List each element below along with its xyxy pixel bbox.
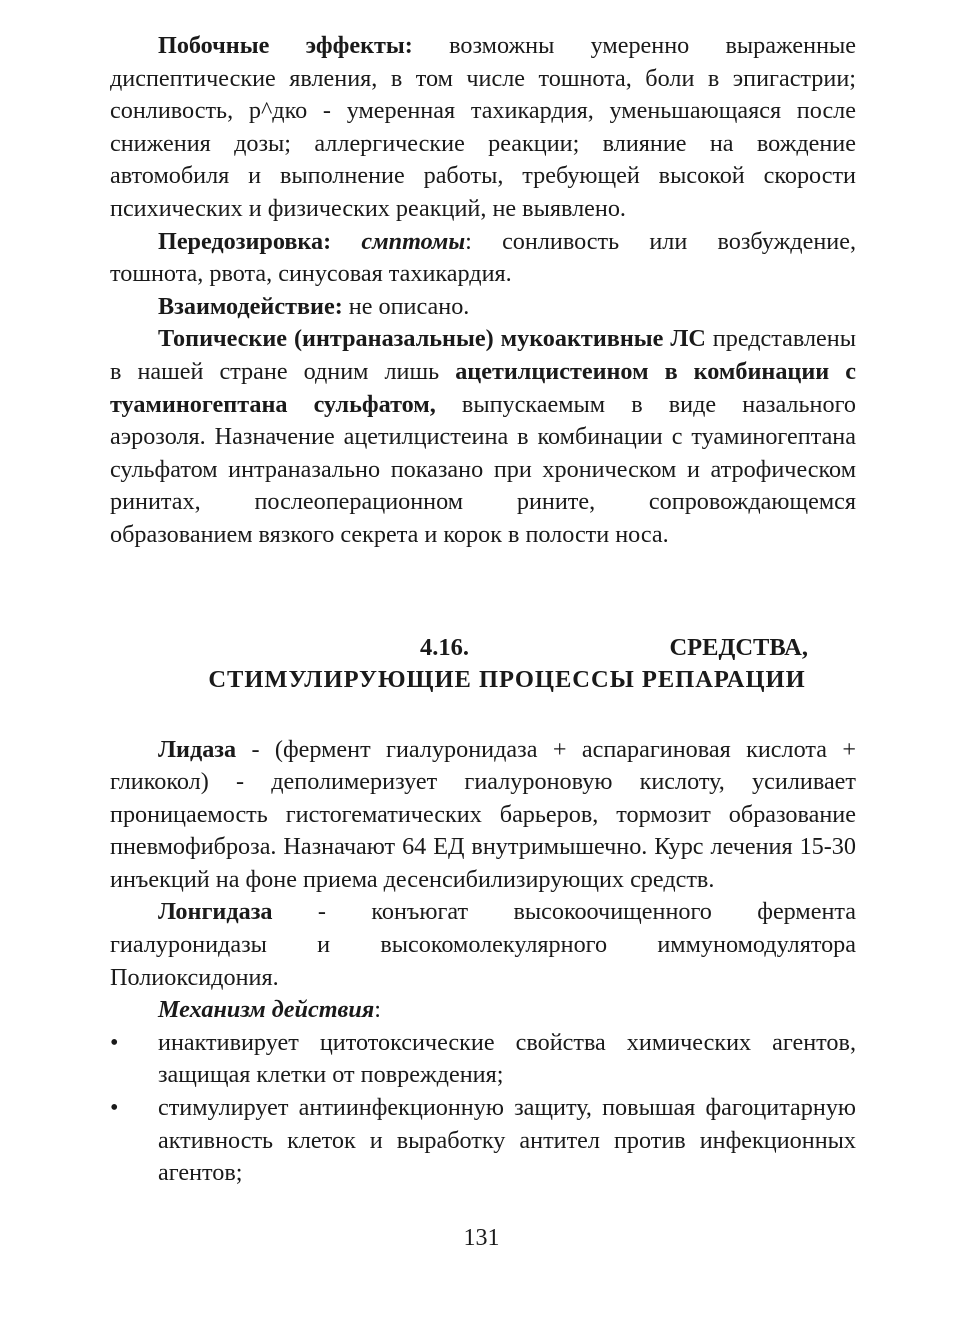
interaction-label: Взаимодействие: — [158, 292, 343, 320]
page-number: 131 — [463, 1225, 500, 1251]
longidase-label: Лонгидаза — [158, 898, 273, 926]
lidase-paragraph — [110, 734, 856, 897]
page-content — [110, 30, 856, 1190]
section-number: 4.16. — [420, 633, 469, 661]
longidase-paragraph — [110, 896, 856, 994]
list-item — [110, 1027, 856, 1092]
side-effects-label: Побочные эффекты: — [158, 32, 413, 59]
section-heading — [110, 632, 856, 696]
list-item-text: стимулирует антиинфекционную защиту, повышая фагоцитарную активность клеток и выработку антител против инфекционных агентов; — [158, 1094, 856, 1187]
section-title-word1: СРЕДСТВА, — [669, 633, 808, 661]
bullet-marker: • — [110, 1094, 119, 1122]
interaction-paragraph — [110, 291, 856, 324]
topical-text-2: выпускаемым в виде назального аэрозоля. Назначение ацетилцистеина в комбинации с туаминогептана сульфатом интраназально показано при хроническом и атрофическом ринитах, послеоперационном рините, сопровождающемся образованием вязкого секрета и корок в полости носа. — [110, 390, 856, 548]
overdose-text: : сонливость или возбуждение, тошнота, рвота, синусовая тахикардия. — [110, 227, 857, 288]
topical-paragraph — [110, 323, 856, 551]
mechanism-colon: : — [374, 996, 381, 1024]
bullet-marker: • — [110, 1028, 119, 1056]
interaction-text: не описано. — [342, 292, 470, 320]
list-item — [110, 1092, 856, 1190]
longidase-text: - конъюгат высокоочищенного фермента гиалуронидазы и высокомолекулярного иммуномодулятора Полиоксидония. — [110, 898, 856, 991]
mechanism-label: Механизм действия — [158, 996, 375, 1024]
side-effects-paragraph — [110, 30, 856, 226]
topical-label: Топические (интраназальные) мукоактивные ЛС — [158, 325, 706, 353]
mechanism-list — [110, 1027, 856, 1190]
list-item-text: инактивирует цитотоксические свойства химических агентов, защищая клетки от повреждения; — [158, 1028, 856, 1089]
side-effects-text: возможны умеренно выраженные диспептические явления, в том числе тошнота, боли в эпигастрии; сонливость, р^дко - умеренная тахикардия, уменьшающаяся после снижения дозы; аллергические реакции; влияние на вождение автомобиля и выполнение работы, требующей высокой скорости психических и физических реакций, не выявлено. — [110, 32, 856, 222]
lidase-text: - (фермент гиалуронидаза + аспарагиновая кислота + гликокол) - деполимеризует гиалуроновую кислоту, усиливает проницаемость гистогематических барьеров, тормозит образование пневмофиброза. Назначают 64 ЕД внутримышечно. Курс лечения 15-30 инъекций на фоне приема десенсибилизирующих средств. — [110, 735, 856, 893]
overdose-label: Передозировка: — [158, 227, 332, 255]
mechanism-heading — [110, 994, 856, 1027]
topical-text-1: представлены в нашей стране одним лишь — [110, 325, 856, 385]
topical-drug-name: ацетилцистеином в комбинации с туаминогептана сульфатом, — [110, 357, 856, 418]
overdose-paragraph — [110, 226, 856, 291]
section-title-line2: СТИМУЛИРУЮЩИЕ ПРОЦЕССЫ РЕПАРАЦИИ — [208, 665, 806, 693]
overdose-symptoms-label: смптомы — [361, 227, 466, 255]
lidase-label: Лидаза — [158, 735, 237, 763]
